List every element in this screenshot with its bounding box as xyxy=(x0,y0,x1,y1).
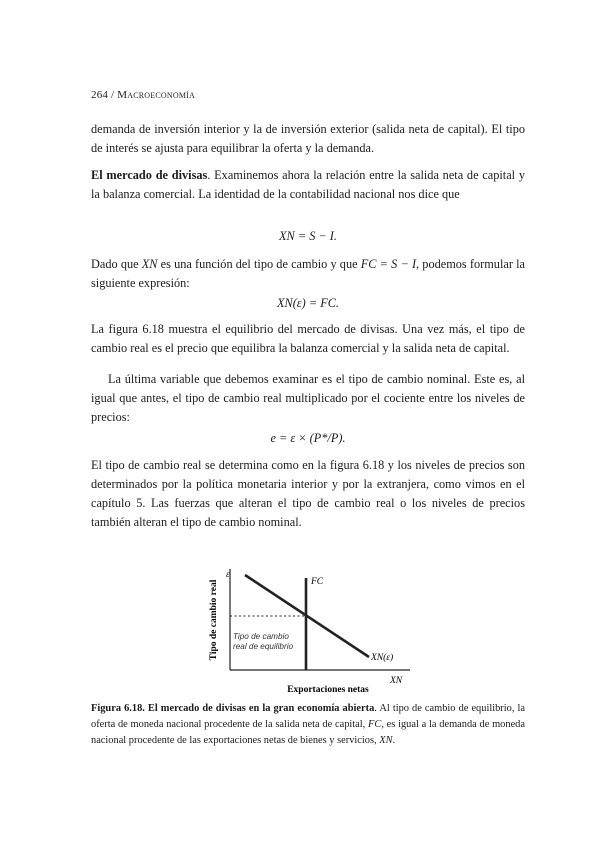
paragraph-2-text: . Examinemos ahora la relación entre la salida neta de capital y la balanza comercial. La identidad de la contabilidad nacional nos dice que xyxy=(91,168,525,201)
p3-xn: XN xyxy=(141,257,158,271)
xn-label: XN(ε) xyxy=(371,653,394,663)
caption-fc: FC xyxy=(368,719,382,730)
p3-part-c: , podemos formular la siguiente expresión: xyxy=(91,257,525,290)
equation-1: XN = S − I. xyxy=(279,229,337,243)
currency-market-chart xyxy=(205,564,435,699)
equilibrium-label-line1: Tipo de cambio xyxy=(233,632,289,641)
p3-part-a: Dado que xyxy=(91,257,142,271)
y-axis-label: Tipo de cambio real xyxy=(209,579,219,661)
header-separator: / xyxy=(108,89,118,101)
paragraph-4: La figura 6.18 muestra el equilibrio del mercado de divisas. Una vez más, el tipo de cambio real es el precio que equilibra la balanza comercial y la salida neta de capital. xyxy=(91,322,525,355)
equation-2: XN(ε) = FC. xyxy=(277,296,339,310)
figure-6-18 xyxy=(205,564,435,699)
section-heading: El mercado de divisas xyxy=(91,168,208,182)
equation-3: e = ε × (P*/P). xyxy=(270,431,346,445)
caption-text-c: . xyxy=(392,735,396,746)
x-axis-label: Exportaciones netas xyxy=(287,685,369,695)
caption-text-b: , es igual a la demanda de moneda nacional procedente de las exportaciones netas de bienes y servicios, xyxy=(91,719,525,746)
caption-title: Figura 6.18. El mercado de divisas en la gran economía abierta xyxy=(91,703,375,714)
page-number: 264 xyxy=(91,89,109,101)
book-title: Macroeconomía xyxy=(117,89,195,101)
paragraph-3 xyxy=(91,255,525,293)
paragraph-1: demanda de inversión interior y la de inversión exterior (salida neta de capital). El tipo de interés se ajusta para equilibrar la oferta y la demanda. xyxy=(91,122,525,155)
p3-fc: FC = S − I xyxy=(360,257,417,271)
paragraph-2 xyxy=(91,166,525,204)
p3-part-b: es una función del tipo de cambio y que xyxy=(157,257,361,271)
paragraph-5: La última variable que debemos examinar es el tipo de cambio nominal. Este es, al igual que antes, el tipo de cambio real multiplicado por el cociente entre los niveles de precios: xyxy=(91,372,525,424)
caption-xn: XN xyxy=(379,735,393,746)
x-axis-symbol: XN xyxy=(390,676,403,686)
equilibrium-label-line2: real de equilibrio xyxy=(233,642,294,651)
paragraph-6: El tipo de cambio real se determina como en la figura 6.18 y los niveles de precios son determinados por la política monetaria interior y por la extranjera, como vimos en el capítulo 5. Las fuerzas que alteran el tipo de cambio real o los niveles de precios también alteran el tipo de cambio nominal. xyxy=(91,458,525,529)
figure-caption xyxy=(91,701,525,749)
y-axis-symbol: ε xyxy=(226,569,230,579)
caption-text-a: . Al tipo de cambio de equilibrio, la oferta de moneda nacional procedente de la salida neta de capital, xyxy=(91,703,526,730)
fc-label: FC xyxy=(311,577,324,587)
running-header xyxy=(91,89,195,101)
